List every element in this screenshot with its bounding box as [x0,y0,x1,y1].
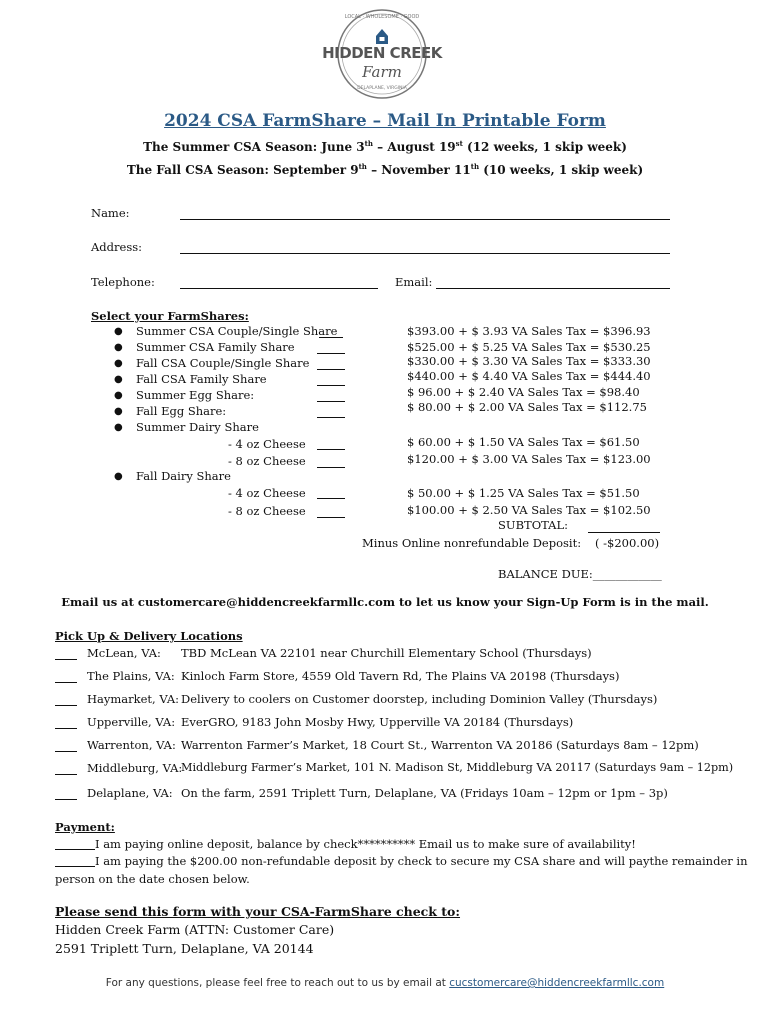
locations-heading: Pick Up & Delivery Locations [55,629,243,643]
share-label: Summer CSA Couple/Single Share [136,324,338,338]
location-town: The Plains, VA: [87,669,175,683]
dairy-share-label: Fall Dairy Share [136,469,231,483]
footer-email-link[interactable]: cucstomercare@hiddencreekfarmllc.com [449,977,665,989]
dairy-qty-blank[interactable] [317,467,345,468]
bullet-icon: ● [114,358,123,369]
bullet-icon: ● [114,326,123,337]
location-town: Warrenton, VA: [87,738,176,752]
location-town: Haymarket, VA: [87,692,180,706]
share-qty-blank[interactable] [317,353,345,354]
location-desc: Middleburg Farmer’s Market, 101 N. Madison St, Middleburg VA 20117 (Saturdays 9am – 12pm) [181,761,734,774]
location-checkbox[interactable] [55,774,77,775]
send-address-line1: Hidden Creek Farm (ATTN: Customer Care) [55,922,335,937]
share-label: Fall CSA Family Share [136,372,267,386]
location-desc: Kinloch Farm Store, 4559 Old Tavern Rd, The Plains VA 20198 (Thursdays) [181,669,620,683]
share-label: Summer CSA Family Share [136,340,295,354]
logo-farm-script: Farm [362,63,402,81]
share-qty-blank[interactable] [317,369,345,370]
payment-option-blank[interactable] [55,866,95,867]
share-price: $393.00 + $ 3.93 VA Sales Tax = $396.93 [407,324,651,338]
logo-bottom-text: DELAPLANE, VIRGINIA [357,86,407,91]
share-price: $440.00 + $ 4.40 VA Sales Tax = $444.40 [407,369,651,383]
dairy-qty-blank[interactable] [317,449,345,450]
bullet-icon: ● [114,471,123,482]
footer-text: For any questions, please feel free to reach out to us by email at [105,977,450,989]
payment-option-2-cont: person on the date chosen below. [55,872,250,886]
share-qty-blank[interactable] [317,417,345,418]
share-qty-blank[interactable] [319,337,343,338]
page-title: 2024 CSA FarmShare – Mail In Printable Form [164,111,606,131]
location-desc: Delivery to coolers on Customer doorstep, including Dominion Valley (Thursdays) [181,692,658,706]
location-checkbox[interactable] [55,728,77,729]
dairy-option-label: - 8 oz Cheese [228,454,306,468]
bullet-icon: ● [114,374,123,385]
dairy-price: $100.00 + $ 2.50 VA Sales Tax = $102.50 [407,503,651,517]
farm-logo [324,6,440,104]
deposit-label: Minus Online nonrefundable Deposit: [362,536,582,550]
telephone-label: Telephone: [91,275,155,289]
address-label: Address: [91,240,143,254]
location-town: Upperville, VA: [87,715,176,729]
payment-option-1: I am paying online deposit, balance by check********** Email us to make sure of availability! [95,837,636,851]
location-checkbox[interactable] [55,659,77,660]
payment-option-2: I am paying the $200.00 non-refundable deposit by check to secure my CSA share and will paythe remainder in [95,854,748,868]
balance-due: BALANCE DUE:____________ [498,567,662,581]
email-field[interactable] [436,288,670,289]
name-label: Name: [91,206,130,220]
share-label: Fall CSA Couple/Single Share [136,356,310,370]
location-desc: On the farm, 2591 Triplett Turn, Delaplane, VA (Fridays 10am – 12pm or 1pm – 3p) [181,786,668,800]
share-price: $ 96.00 + $ 2.40 VA Sales Tax = $98.40 [407,385,640,399]
send-heading: Please send this form with your CSA-FarmShare check to: [55,904,461,919]
share-price: $ 80.00 + $ 2.00 VA Sales Tax = $112.75 [407,400,647,414]
share-qty-blank[interactable] [317,385,345,386]
deposit-value: ( -$200.00) [595,536,660,550]
dairy-option-label: - 4 oz Cheese [228,437,306,451]
telephone-field[interactable] [180,288,378,289]
share-qty-blank[interactable] [317,401,345,402]
shares-heading: Select your FarmShares: [91,309,249,323]
dairy-qty-blank[interactable] [317,517,345,518]
dairy-option-label: - 4 oz Cheese [228,486,306,500]
location-desc: TBD McLean VA 22101 near Churchill Elementary School (Thursdays) [181,646,592,660]
payment-heading: Payment: [55,820,115,834]
email-notice: Email us at customercare@hiddencreekfarmllc.com to let us know your Sign-Up Form is in the mail. [61,595,709,609]
logo-name: HIDDEN CREEK [322,44,442,62]
bullet-icon: ● [114,406,123,417]
email-label: Email: [395,275,433,289]
location-checkbox[interactable] [55,682,77,683]
location-desc: EverGRO, 9183 John Mosby Hwy, Upperville VA 20184 (Thursdays) [181,715,574,729]
send-address-line2: 2591 Triplett Turn, Delaplane, VA 20144 [55,941,314,956]
dairy-share-label: Summer Dairy Share [136,420,259,434]
subtotal-label: SUBTOTAL: [498,518,568,532]
bullet-icon: ● [114,422,123,433]
location-desc: Warrenton Farmer’s Market, 18 Court St., Warrenton VA 20186 (Saturdays 8am – 12pm) [181,738,699,752]
share-price: $525.00 + $ 5.25 VA Sales Tax = $530.25 [407,340,651,354]
address-field[interactable] [180,253,670,254]
payment-option-blank[interactable] [55,849,95,850]
share-label: Fall Egg Share: [136,404,227,418]
dairy-qty-blank[interactable] [317,498,345,499]
location-town: Delaplane, VA: [87,786,173,800]
footer-note [0,977,770,989]
fall-season: The Fall CSA Season: September 9th – November 11th (10 weeks, 1 skip week) [126,162,644,177]
location-town: Middleburg, VA: [87,761,183,775]
location-checkbox[interactable] [55,751,77,752]
summer-season: The Summer CSA Season: June 3th – August 19st (12 weeks, 1 skip week) [143,139,627,154]
dairy-price: $ 50.00 + $ 1.25 VA Sales Tax = $51.50 [407,486,640,500]
bullet-icon: ● [114,390,123,401]
dairy-price: $120.00 + $ 3.00 VA Sales Tax = $123.00 [407,452,651,466]
dairy-price: $ 60.00 + $ 1.50 VA Sales Tax = $61.50 [407,435,640,449]
dairy-option-label: - 8 oz Cheese [228,504,306,518]
location-town: McLean, VA: [87,646,161,660]
share-price: $330.00 + $ 3.30 VA Sales Tax = $333.30 [407,354,651,368]
bullet-icon: ● [114,342,123,353]
logo-top-text: LOCAL · WHOLESOME · GOOD [344,14,420,20]
name-field[interactable] [180,219,670,220]
location-checkbox[interactable] [55,799,77,800]
location-checkbox[interactable] [55,705,77,706]
subtotal-field[interactable] [588,532,660,533]
share-label: Summer Egg Share: [136,388,255,402]
